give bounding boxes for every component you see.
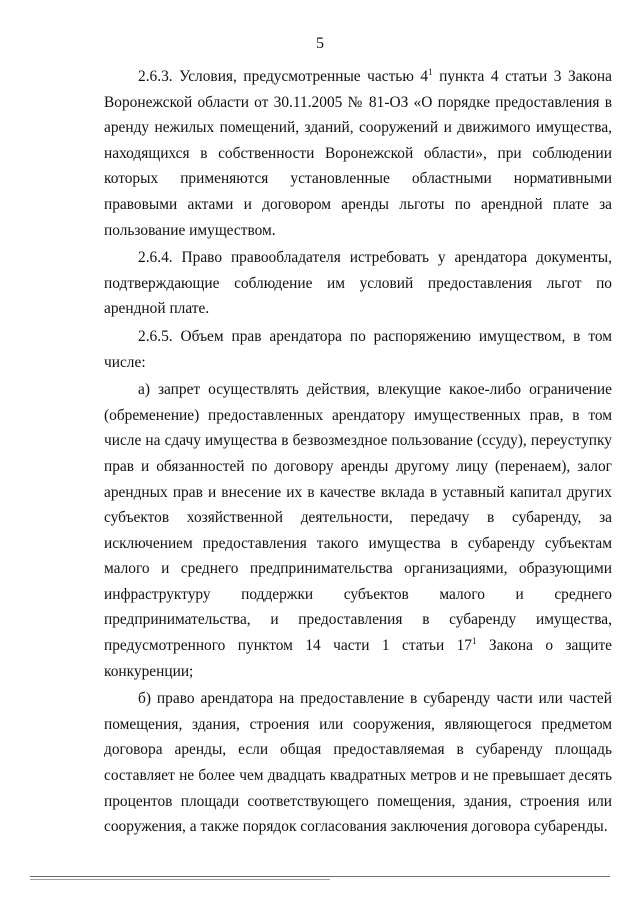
paragraph-a-text-2: Закона о защите конкуренции; <box>104 637 613 680</box>
superscript-1: 1 <box>428 66 433 77</box>
paragraph-a-text-1: а) запрет осуществлять действия, влекущие какое-либо ограничение (обременение) предоставленных арендатору имущественных прав, в том числе на сдачу имущества в безвозмездное пользование (ссуду), переуступку прав и обязанностей по договору аренды другому лицу (перенаем), залог арендных прав и внесение их в качестве вклада в уставный капитал других субъектов хозяйственной деятельности, передачу в субаренду, за исключением предоставления такого имущества в субаренду субъектам малого и среднего предпринимательства организациями, образующими инфраструктуру поддержки субъектов малого и среднего предпринимательства, и предоставления в субаренду имущества, предусмотренного пунктом 14 части 1 статьи 17 <box>104 381 612 655</box>
paragraph-a <box>104 377 612 684</box>
paragraph-2-6-3 <box>104 64 612 243</box>
paragraph-b-text: б) право арендатора на предоставление в субаренду части или частей помещения, здания, строения или сооружения, являющегося предметом договора аренды, если общая предоставляемая в субаренду площадь составляет не более чем двадцать квадратных метров и не превышает десять процентов площади соответствующего помещения, здания, строения или сооружения, а также порядок согласования заключения договора субаренды. <box>104 690 612 836</box>
paragraph-2-6-3-text-2: пункта 4 статьи 3 Закона Воронежской области от 30.11.2005 № 81-ОЗ «О порядке предоставления в аренду нежилых помещений, зданий, сооружений и движимого имущества, находящихся в собственности Воронежской области», при соблюдении которых применяются установленные областными нормативными правовыми актами и договором аренды льготы по арендной плате за пользование имуществом. <box>104 68 613 239</box>
paragraph-2-6-4 <box>104 245 612 322</box>
paragraph-b <box>104 686 612 840</box>
footer-rule-short <box>30 879 330 880</box>
paragraph-2-6-5-text: 2.6.5. Объем прав арендатора по распоряжению имуществом, в том числе: <box>104 327 612 371</box>
footer-rule <box>30 876 610 877</box>
paragraph-2-6-4-text: 2.6.4. Право правообладателя истребовать у арендатора документы, подтверждающие соблюдение им условий предоставления льгот по арендной плате. <box>104 249 612 318</box>
document-body <box>104 64 612 842</box>
paragraph-2-6-3-text-1: 2.6.3. Условия, предусмотренные частью 4 <box>138 68 429 85</box>
paragraph-2-6-5 <box>104 324 612 375</box>
page-number: 5 <box>316 35 324 52</box>
superscript-1: 1 <box>472 635 477 646</box>
